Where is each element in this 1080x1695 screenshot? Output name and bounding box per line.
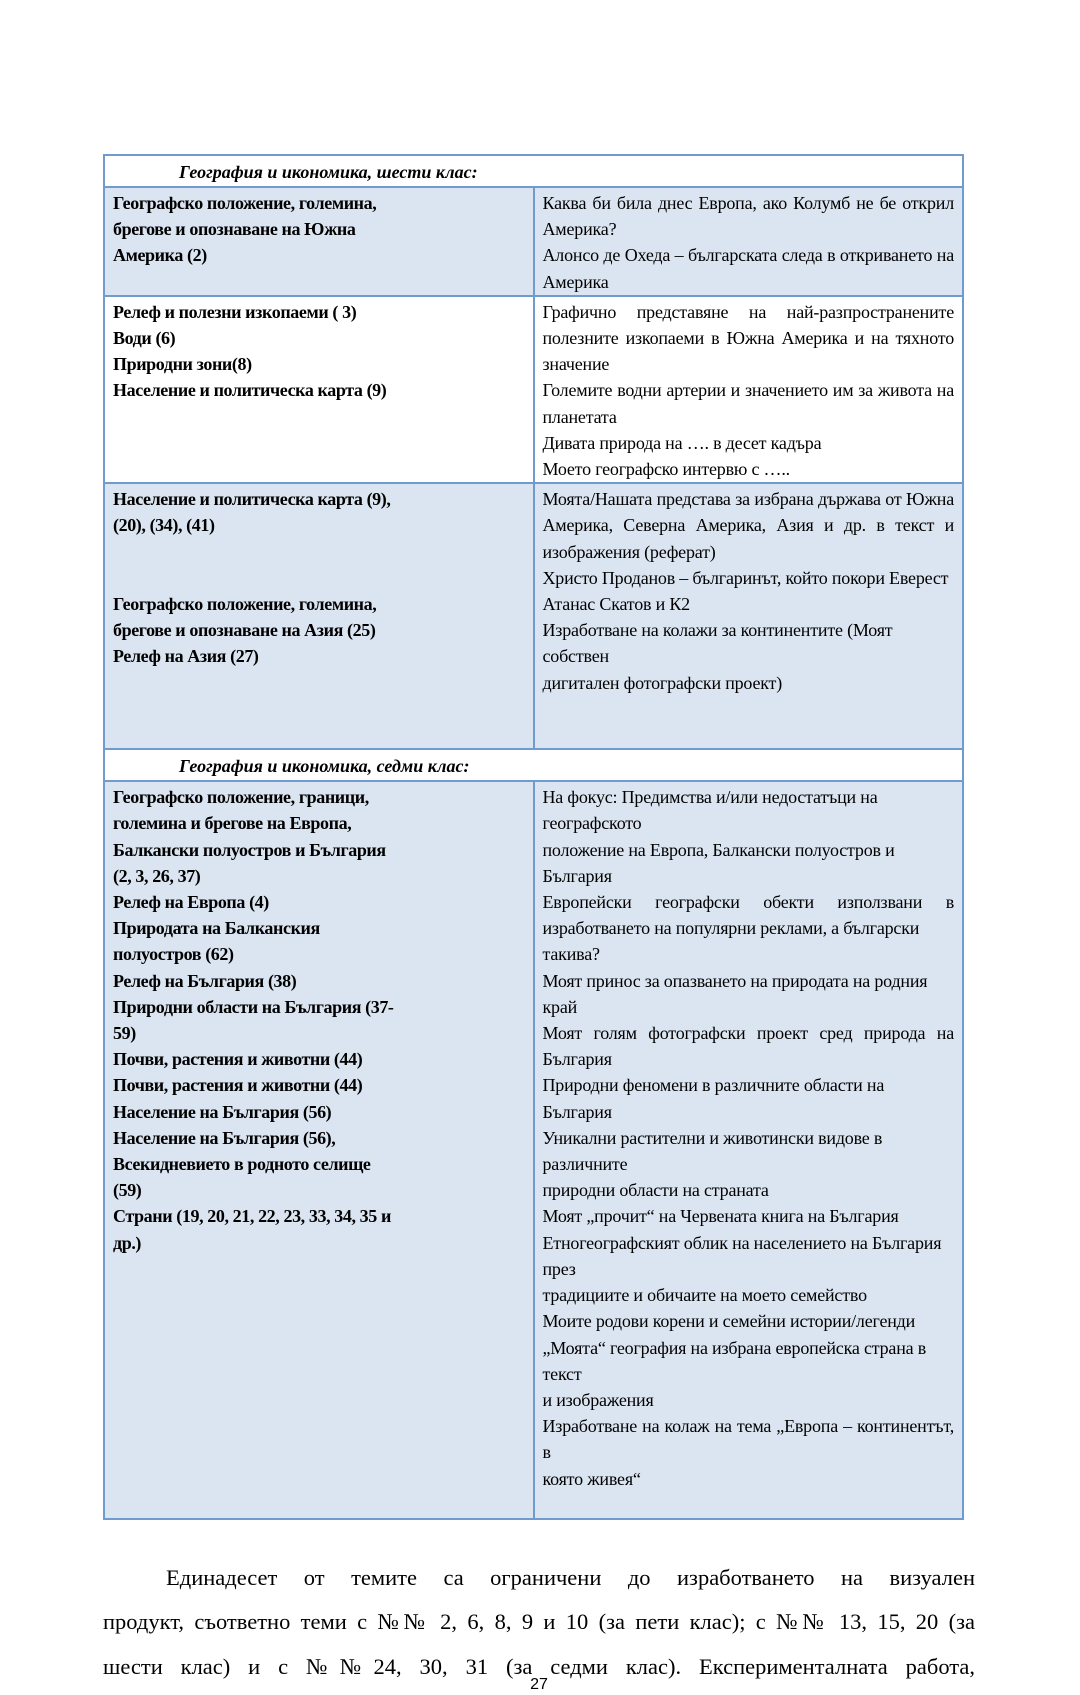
paragraph-line: шести клас) и с №№24, 30, 31 (за седми клас). Експерименталната работа,: [103, 1653, 975, 1679]
project-line: Америка: [542, 271, 609, 292]
topic-line: (2, 3, 26, 37): [113, 865, 201, 886]
project-line: Европейски географски обекти използвани в: [542, 892, 954, 913]
topic-line: Релеф на Азия (27): [113, 646, 259, 667]
project-line: положение на Европа, Балкански полуостров и България: [542, 839, 895, 886]
topic-line: (59): [113, 1180, 142, 1201]
topic-line: Релеф на Европа (4): [113, 892, 269, 913]
topic-line: Природни области на България (37-: [113, 996, 394, 1017]
topic-line: Води (6): [113, 328, 176, 349]
page-number: 27: [530, 1676, 548, 1694]
topic-line: Страни (19, 20, 21, 22, 23, 33, 34, 35 и: [113, 1206, 391, 1227]
topic-line: Природни зони(8): [113, 354, 252, 375]
topic-line: Географско положение, големина,: [113, 594, 377, 615]
topic-line: Америка (2): [113, 245, 207, 266]
project-line: дигитален фотографски проект): [542, 672, 783, 693]
project-line: Етногеографският облик на населението на България през: [542, 1232, 942, 1279]
topic-line: Почви, растения и животни (44): [113, 1075, 363, 1096]
topic-line: полуостров (62): [113, 944, 234, 965]
project-line: Моите родови корени и семейни истории/легенди: [542, 1311, 916, 1332]
topic-line: брегове и опознаване на Южна: [113, 219, 356, 240]
topic-line: Природата на Балканския: [113, 918, 320, 939]
topic-line: Население на България (56): [113, 1101, 332, 1122]
project-line: и изображения: [542, 1389, 654, 1410]
project-line: планетата: [542, 406, 617, 427]
project-line: Каква би била днес Европа, ако Колумб не бе открил: [542, 193, 954, 213]
paragraph-line: продукт, съответно теми с №№ 2, 6, 8, 9 и 10 (за пети клас); с №№ 13, 15, 20 (за: [103, 1609, 975, 1635]
project-line: значение: [542, 354, 610, 375]
topic-line: големина и брегове на Европа,: [113, 813, 352, 834]
project-line: Моят голям фотографски проект сред природа на: [542, 1023, 954, 1044]
project-line: която живея“: [542, 1468, 641, 1489]
project-line: Америка?: [542, 219, 617, 240]
topic-line: Население и политическа карта (9): [113, 380, 387, 401]
topic-cell: [104, 296, 534, 483]
table-row: [104, 296, 963, 483]
topic-line: др.): [113, 1232, 142, 1253]
project-line: Графично представяне на най-разпространените: [542, 301, 954, 322]
topic-line: Релеф и полезни изкопаеми ( 3): [113, 301, 357, 322]
body-paragraph: [103, 1556, 975, 1690]
project-line: Природни феномени в различните области на България: [542, 1075, 885, 1122]
project-line: Алонсо де Охеда – българската следа в откриването на: [542, 245, 954, 266]
topic-line: брегове и опознаване на Азия (25): [113, 620, 376, 641]
topic-line: Всекидневието в родното селище: [113, 1154, 371, 1175]
project-line: Америка, Северна Америка, Азия и др. в текст и: [542, 515, 954, 536]
project-line: Изработване на колажи за континентите (Моят собствен: [542, 620, 893, 667]
project-line: Моето географско интервю с …..: [542, 459, 790, 480]
topic-line: (20), (34), (41): [113, 515, 215, 536]
project-line: изработването на популярни реклами, а български такива?: [542, 918, 920, 965]
table-row: [104, 781, 963, 1519]
project-line: България: [542, 1049, 612, 1070]
project-line: Христо Проданов – българинът, който покори Еверест: [542, 567, 949, 588]
topic-cell: [104, 483, 534, 749]
topic-line: Географско положение, граници,: [113, 787, 369, 808]
paragraph-line: Единадесет от темите са ограничени до изработването на визуален: [166, 1564, 975, 1590]
project-cell: [534, 296, 964, 483]
project-line: Големите водни артерии и значението им за живота на: [542, 380, 954, 401]
topic-line: Географско положение, големина,: [113, 193, 377, 213]
topic-line: 59): [113, 1023, 136, 1044]
topics-table: [103, 154, 964, 1520]
topic-cell: [104, 187, 534, 296]
section-header: География и икономика, шести клас:: [104, 155, 963, 187]
project-cell: [534, 483, 964, 749]
project-line: [543, 696, 955, 722]
project-line: „Моята“ география на избрана европейска страна в текст: [542, 1337, 927, 1384]
table-row: [104, 187, 963, 296]
section-header: География и икономика, седми клас:: [104, 749, 963, 781]
project-cell: [534, 187, 964, 296]
project-line: [543, 1492, 955, 1518]
project-line: традициите и обичаите на моето семейство: [542, 1285, 867, 1306]
topic-line: Население на България (56),: [113, 1127, 336, 1148]
section-header-row: [104, 749, 963, 781]
topic-cell: [104, 781, 534, 1519]
project-line: Дивата природа на …. в десет кадъра: [542, 432, 822, 453]
project-cell: [534, 781, 964, 1519]
project-line: Атанас Скатов и К2: [542, 594, 690, 615]
project-line: полезните изкопаеми в Южна Америка и на тяхното: [542, 328, 954, 349]
table-row: [104, 483, 963, 749]
project-line: Изработване на колаж на тема „Европа – континентът, в: [542, 1416, 954, 1463]
section-header-row: [104, 155, 963, 187]
topic-line: Релеф на България (38): [113, 970, 297, 991]
project-line: Моят принос за опазването на природата на родния край: [542, 970, 928, 1017]
topic-line: [113, 539, 525, 565]
project-line: изображения (реферат): [542, 541, 716, 562]
project-line: Уникални растителни и животински видове в различните: [542, 1127, 883, 1175]
project-line: Моят „прочит“ на Червената книга на България: [542, 1206, 899, 1227]
project-line: природни области на страната: [542, 1180, 769, 1201]
topic-line: Население и политическа карта (9),: [113, 489, 391, 510]
topic-line: Почви, растения и животни (44): [113, 1049, 363, 1070]
project-line: [543, 722, 955, 748]
topic-line: [113, 565, 525, 591]
project-line: Моята/Нашата представа за избрана държава от Южна: [542, 489, 954, 510]
topic-line: Балкански полуостров и България: [113, 839, 386, 860]
project-line: На фокус: Предимства и/или недостатъци на географското: [542, 787, 878, 834]
